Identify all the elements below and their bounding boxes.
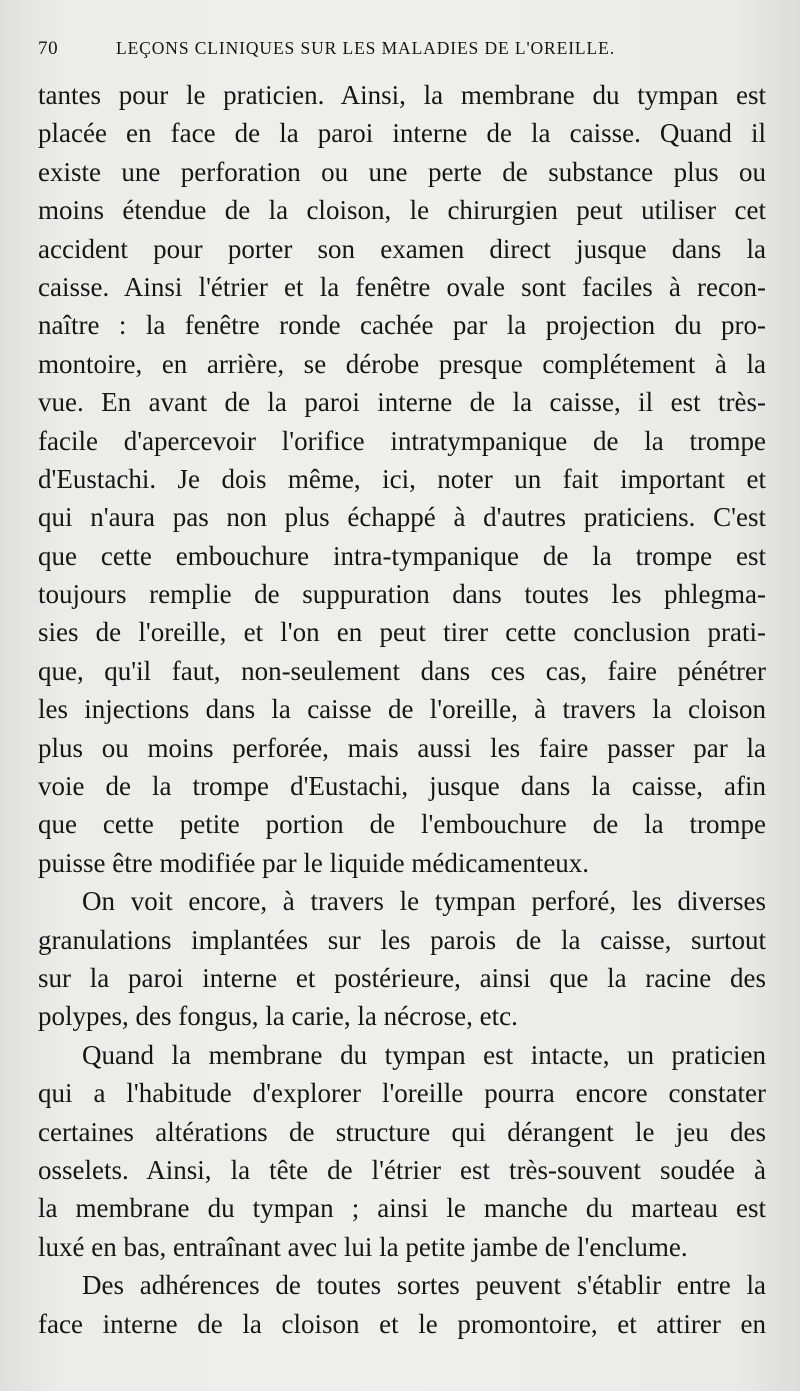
text-line: osselets. Ainsi, la tête de l'étrier est très-souvent soudée à <box>38 1154 766 1185</box>
text-line: moins étendue de la cloison, le chirurgien peut utiliser cet <box>38 195 766 226</box>
paragraph-end-line: polypes, des fongus, la carie, la nécrose, etc. <box>38 1001 518 1032</box>
running-title: LEÇONS CLINIQUES SUR LES MALADIES DE L'OREILLE. <box>116 38 615 58</box>
text-line: qui a l'habitude d'explorer l'oreille pourra encore constater <box>38 1078 766 1109</box>
text-line: tantes pour le praticien. Ainsi, la membrane du tympan est <box>38 80 766 110</box>
text-line: caisse. Ainsi l'étrier et la fenêtre ovale sont faciles à recon- <box>38 271 766 302</box>
text-line: toujours remplie de suppuration dans toutes les phlegma- <box>38 579 766 610</box>
text-line: voie de la trompe d'Eustachi, jusque dans la caisse, afin <box>38 771 766 802</box>
text-line: sies de l'oreille, et l'on en peut tirer cette conclusion prati- <box>38 617 766 648</box>
paragraph-first-line: Des adhérences de toutes sortes peuvent s'établir entre la <box>82 1270 766 1301</box>
text-line: placée en face de la paroi interne de la caisse. Quand il <box>38 118 766 149</box>
text-line: vue. En avant de la paroi interne de la caisse, il est très- <box>38 387 766 418</box>
running-head <box>38 36 766 76</box>
text-line: accident pour porter son examen direct jusque dans la <box>38 233 766 264</box>
text-line: que cette petite portion de l'embouchure de la trompe <box>38 809 766 840</box>
text-line: granulations implantées sur les parois de la caisse, surtout <box>38 924 766 955</box>
text-line: certaines altérations de structure qui dérangent le jeu des <box>38 1116 766 1147</box>
text-line: d'Eustachi. Je dois même, ici, noter un fait important et <box>38 463 766 494</box>
paragraph-first-line: Quand la membrane du tympan est intacte, un praticien <box>82 1039 766 1070</box>
text-line: les injections dans la caisse de l'oreille, à travers la cloison <box>38 694 766 725</box>
paragraph-first-line: On voit encore, à travers le tympan perforé, les diverses <box>82 886 766 917</box>
text-line: face interne de la cloison et le promontoire, et attirer en <box>38 1308 766 1339</box>
text-line: naître : la fenêtre ronde cachée par la projection du pro- <box>38 310 766 341</box>
text-line: plus ou moins perforée, mais aussi les faire passer par la <box>38 732 766 763</box>
text-line: facile d'apercevoir l'orifice intratympanique de la trompe <box>38 425 766 456</box>
paragraph-end-line: puisse être modifiée par le liquide médicamenteux. <box>38 847 590 878</box>
page-number: 70 <box>38 38 59 59</box>
text-line: montoire, en arrière, se dérobe presque complétement à la <box>38 348 766 379</box>
body-text <box>38 76 766 1343</box>
text-line: sur la paroi interne et postérieure, ainsi que la racine des <box>38 962 766 993</box>
text-line: que, qu'il faut, non-seulement dans ces cas, faire pénétrer <box>38 655 766 686</box>
text-line: qui n'aura pas non plus échappé à d'autres praticiens. C'est <box>38 502 766 533</box>
text-line: que cette embouchure intra-tympanique de la trompe est <box>38 540 766 571</box>
paragraph-end-line: luxé en bas, entraînant avec lui la petite jambe de l'enclume. <box>38 1231 688 1262</box>
text-line: la membrane du tympan ; ainsi le manche du marteau est <box>38 1193 766 1224</box>
text-line: existe une perforation ou une perte de substance plus ou <box>38 156 766 187</box>
